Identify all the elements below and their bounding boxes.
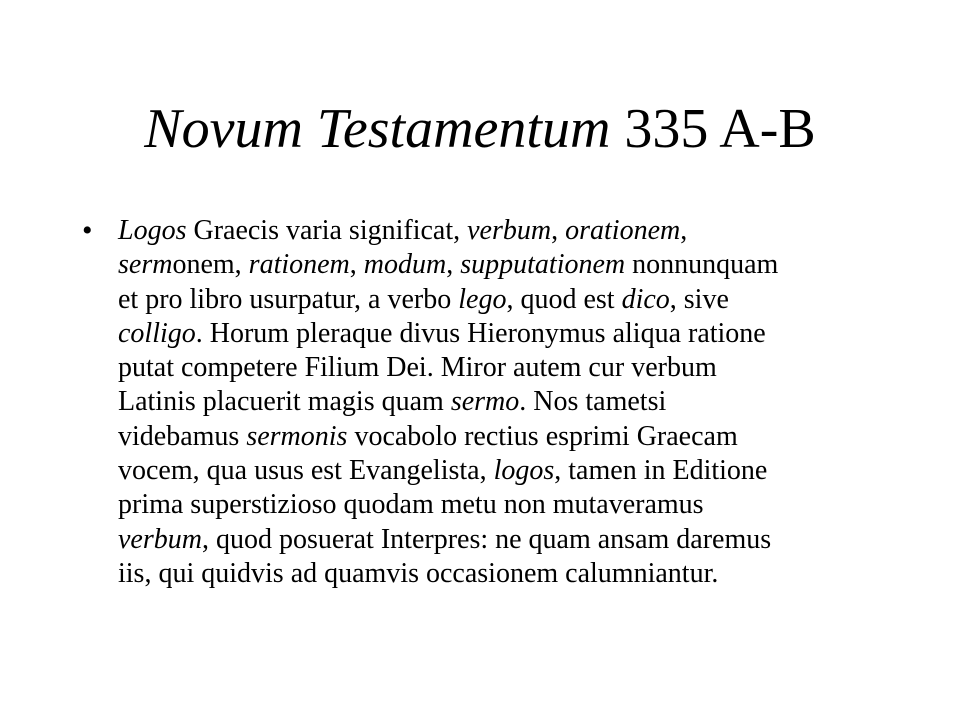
italic-run: rationem xyxy=(248,249,350,281)
text-run: , xyxy=(680,215,688,246)
text-run: , sive xyxy=(669,283,729,315)
text-line xyxy=(118,385,918,419)
text-run: . Horum pleraque divus Hieronymus aliqua ratione xyxy=(195,317,766,349)
text-run: iis, qui quidvis ad quamvis occasionem calumniantur. xyxy=(118,557,719,589)
italic-run: orationem xyxy=(565,215,681,246)
body-text xyxy=(118,214,918,591)
italic-run: sermonis xyxy=(246,420,348,452)
text-run: , tamen in Editione xyxy=(554,455,768,487)
text-line xyxy=(118,317,918,351)
italic-run: supputationem xyxy=(460,249,626,281)
italic-run: verbum xyxy=(467,215,552,246)
text-line xyxy=(118,351,918,385)
slide-title-italic: Novum Testamentum xyxy=(144,98,611,160)
text-run: vocabolo rectius esprimi Graecam xyxy=(347,420,738,452)
text-run: Graecis varia significat, xyxy=(186,215,468,246)
text-run: . Nos tametsi xyxy=(519,386,667,418)
text-run: prima superstizioso quodam metu non mutaveramus xyxy=(118,489,704,521)
text-run: putat competere Filium Dei. Miror autem cur verbum xyxy=(118,352,717,384)
text-run: nonnunquam xyxy=(625,249,779,281)
text-line xyxy=(118,283,918,317)
italic-run: sermo xyxy=(450,386,520,418)
text-line xyxy=(118,557,918,591)
text-run: et pro libro usurpatur, a verbo xyxy=(118,283,459,315)
text-line xyxy=(118,523,918,557)
text-run: vocem, qua usus est Evangelista, xyxy=(118,455,494,487)
italic-run: dico xyxy=(621,283,670,315)
italic-run: lego xyxy=(458,283,507,315)
text-run: onem, xyxy=(172,249,249,281)
text-run: , xyxy=(349,249,364,281)
text-line xyxy=(118,454,918,488)
slide-title-rest: 335 A-B xyxy=(610,98,816,160)
bullet-marker: • xyxy=(82,214,93,247)
text-line xyxy=(118,214,918,248)
text-line xyxy=(118,248,918,282)
italic-run: verbum xyxy=(118,523,202,555)
text-run: , quod posuerat Interpres: ne quam ansam daremus xyxy=(201,523,772,555)
text-run: , xyxy=(551,215,566,246)
text-run: , xyxy=(446,249,461,281)
italic-run: logos xyxy=(493,455,555,487)
italic-run: serm xyxy=(118,249,173,281)
text-run: videbamus xyxy=(118,420,247,452)
italic-run: colligo xyxy=(118,317,196,349)
text-line xyxy=(118,488,918,522)
italic-run: Logos xyxy=(118,215,187,246)
text-run: , quod est xyxy=(506,283,622,315)
text-line xyxy=(118,420,918,454)
text-run: Latinis placuerit magis quam xyxy=(118,386,451,418)
italic-run: modum xyxy=(363,249,447,281)
slide-title xyxy=(0,96,960,162)
